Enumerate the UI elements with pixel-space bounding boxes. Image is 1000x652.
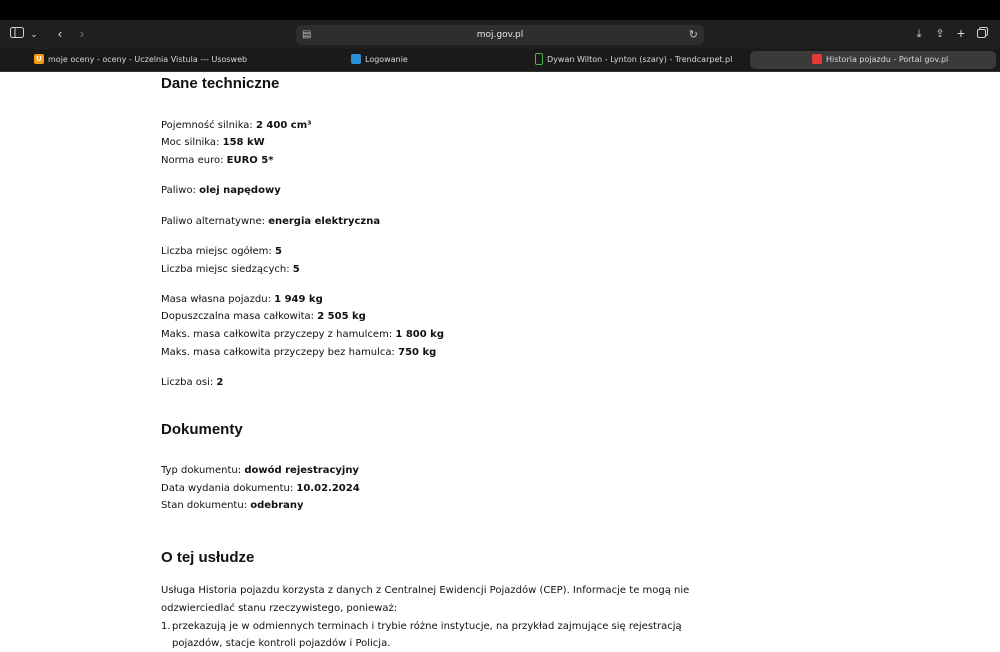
login-favicon-icon [351, 54, 361, 64]
field-value: 10.02.2024 [296, 483, 360, 494]
field-value: 5 [292, 264, 300, 275]
tab-active-content [812, 51, 948, 69]
list-item: przekazują je w odmiennych terminach i trybie różne instytucje, na przykład zajmujące się rejestracją pojazdów, stacje kontroli pojazdów i Policja. [172, 621, 682, 649]
gov-pl-favicon-icon [812, 54, 822, 64]
field-value: olej napędowy [199, 185, 281, 196]
alt-fuel-row [161, 215, 380, 229]
seats-total-row [161, 245, 282, 259]
tab-bar [0, 49, 1000, 72]
tab-label: Logowanie [365, 55, 408, 64]
tab-usosweb[interactable] [30, 51, 274, 69]
field-label: Data wydania dokumentu: [161, 483, 297, 494]
tab-label: moje oceny - oceny - Uczelnia Vistula --- Usosweb [48, 55, 248, 64]
field-label: Liczba osi: [161, 377, 217, 388]
section-heading-tech: Dane techniczne [161, 75, 280, 92]
field-label: Paliwo alternatywne: [161, 216, 269, 227]
address-bar[interactable] [296, 25, 704, 45]
trailer-nobrake-row [161, 346, 436, 360]
trailer-brake-row [161, 328, 444, 342]
field-label: Dopuszczalna masa całkowita: [161, 311, 318, 322]
about-intro: Usługa Historia pojazdu korzysta z danych z Centralnej Ewidencji Pojazdów (CEP). Informacje te mogą nie odzwierciedlać stanu rzeczywistego, ponieważ: [161, 585, 690, 614]
field-value: dowód rejestracyjny [244, 465, 359, 476]
euro-norm-row [161, 154, 273, 168]
mass-total-row [161, 310, 366, 324]
field-value: energia elektryczna [268, 216, 381, 227]
engine-capacity-row [161, 119, 312, 133]
system-menu-bar [0, 0, 1000, 20]
field-label: Paliwo: [161, 185, 200, 196]
field-value: EURO 5* [226, 155, 274, 166]
field-label: Maks. masa całkowita przyczepy z hamulcem: [161, 329, 396, 340]
field-label: Typ dokumentu: [161, 465, 245, 476]
address-text: moj.gov.pl [476, 30, 524, 40]
doc-state-row [161, 499, 304, 513]
doc-date-row [161, 482, 360, 496]
field-label: Stan dokumentu: [161, 500, 251, 511]
tab-historia-pojazdu[interactable] [750, 51, 996, 69]
section-heading-docs: Dokumenty [161, 421, 243, 438]
download-icon[interactable]: ⤓ [916, 28, 922, 40]
site-settings-icon[interactable]: ▤ [302, 29, 312, 40]
field-value: 2 505 kg [317, 311, 366, 322]
field-value: odebrany [250, 500, 304, 511]
field-label: Liczba miejsc siedzących: [161, 264, 293, 275]
seats-sitting-row [161, 263, 300, 277]
trendcarpet-favicon-icon [535, 53, 543, 65]
list-marker: 1. [161, 621, 171, 632]
axles-row [161, 376, 223, 390]
share-icon[interactable]: ⇪ [935, 28, 945, 40]
section-heading-about: O tej usłudze [161, 549, 255, 566]
field-value: 750 kg [398, 347, 437, 358]
tab-label: Historia pojazdu - Portal gov.pl [826, 55, 949, 64]
field-label: Maks. masa całkowita przyczepy bez hamulca: [161, 347, 399, 358]
field-label: Norma euro: [161, 155, 227, 166]
field-label: Liczba miejsc ogółem: [161, 246, 275, 257]
tabs-overview-icon[interactable] [975, 25, 989, 43]
tab-trendcarpet[interactable] [532, 51, 745, 69]
forward-icon[interactable]: › [79, 26, 85, 41]
field-value: 158 kW [222, 137, 265, 148]
field-label: Masa własna pojazdu: [161, 294, 275, 305]
chevron-down-icon[interactable]: ⌄ [30, 29, 38, 39]
field-label: Moc silnika: [161, 137, 223, 148]
doc-type-row [161, 464, 359, 478]
engine-power-row [161, 136, 265, 150]
field-value: 2 400 cm³ [255, 120, 312, 131]
field-value: 1 800 kg [395, 329, 444, 340]
field-label: Pojemność silnika: [161, 120, 256, 131]
back-icon[interactable]: ‹ [57, 26, 63, 41]
tab-logowanie[interactable] [348, 51, 471, 69]
fuel-row [161, 184, 281, 198]
field-value: 1 949 kg [274, 294, 323, 305]
plus-icon[interactable]: + [956, 25, 966, 41]
usosweb-favicon-icon: U [34, 54, 44, 64]
field-value: 5 [274, 246, 282, 257]
tab-label: Dywan Wilton - Lynton (szary) - Trendcarpet.pl [547, 55, 733, 64]
reload-icon[interactable]: ↻ [688, 29, 698, 41]
field-value: 2 [216, 377, 224, 388]
sidebar-icon[interactable] [9, 25, 25, 43]
mass-own-row [161, 293, 323, 307]
